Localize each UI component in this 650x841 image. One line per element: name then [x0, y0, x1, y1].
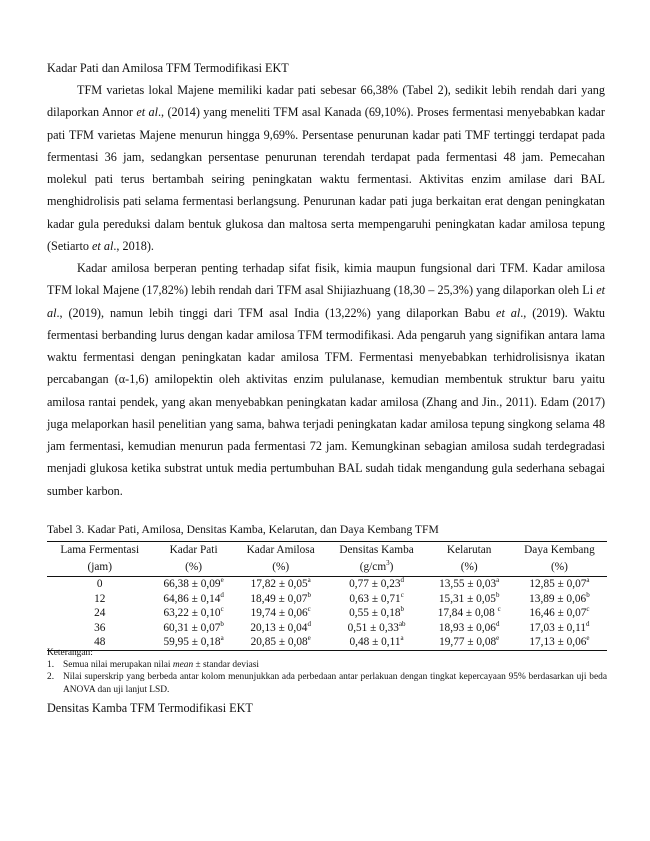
value-cell: 60,31 ± 0,07$^b$	[163, 619, 224, 634]
column-unit: (%)	[512, 559, 607, 577]
text-run: ± standar deviasi	[193, 660, 259, 671]
table-row	[47, 577, 607, 592]
column-unit: $(g/cm^3)$	[327, 559, 427, 577]
value-cell: 0,51 ± 0,33$^{ab}$	[347, 619, 406, 634]
italic-text: et al	[92, 238, 114, 253]
value-cell: 66,38 ± 0,09$^e$	[163, 576, 224, 590]
italic-text: mean	[172, 660, 194, 671]
column-unit: (%)	[235, 559, 327, 577]
value-cell: 17,82 ± 0,05$^a$	[250, 576, 311, 590]
column-unit: (%)	[152, 559, 234, 577]
value-cell: 17,84 ± 0,08 $^c$	[437, 605, 501, 619]
text-run: ., (2019), namun lebih tinggi dari TFM asal India (13,22%) yang dilaporkan Babu	[56, 305, 497, 320]
value-cell: 13,55 ± 0,03$^a$	[439, 576, 500, 590]
italic-text: et al	[136, 105, 158, 120]
fermentation-time-cell: 0	[96, 578, 103, 590]
fermentation-time-cell: 36	[94, 621, 106, 634]
value-cell: 18,93 ± 0,06$^d$	[438, 619, 500, 634]
text-run: ., (2014) yang meneliti TFM asal Kanada (69,10%). Proses fermentasi menyebabkan kadar pati TFM varietas Majene menurun hingga 9,69%. Persentase penurunan kadar pati TMF tertinggi terdapat pada fermentasi 36 jam, sedangkan persentase penurunan terendah terdapat pada fermentasi 48 jam. Pemecahan molekul pati terus bertambah seiring peningkatan waktu fermentasi. Aktivitas enzim amilase dari BAL menghidrolisis pati selama fermentasi berlangsung. Penurunan kadar pati juga berkaitan erat dengan peningkatan kadar gula pereduksi dalam bentuk glukosa dan maltosa serta mempengaruhi peningkatan kadar amilosa tepung (Setiarto	[47, 105, 605, 253]
text-run: Semua nilai merupakan nilai	[63, 660, 173, 671]
notes-title: Keterangan:	[47, 648, 93, 658]
column-unit: (%)	[427, 559, 512, 577]
paragraph-starch-content	[47, 79, 605, 257]
value-cell: 19,74 ± 0,06$^c$	[250, 605, 311, 619]
italic-text: et al	[496, 305, 521, 320]
fermentation-time-cell: 48	[47, 635, 152, 650]
value-cell: 18,49 ± 0,07$^b$	[250, 590, 311, 605]
text-run: Nilai superskrip yang berbeda antar kolom menunjukkan ada perbedaan antar perlakuan dengan tingkat kepercayaan 95% berdasarkan uji beda ANOVA dan uji lanjut LSD.	[63, 672, 607, 695]
italic-text: et al	[47, 283, 605, 320]
note-text	[63, 659, 607, 671]
value-cell: 12,85 ± 0,07$^a$	[529, 576, 590, 590]
value-cell: 17,13 ± 0,06$^e$	[512, 635, 607, 650]
table-row	[47, 621, 607, 636]
value-cell: 59,95 ± 0,18$^a$	[152, 635, 234, 650]
note-text	[63, 671, 607, 695]
note-item	[47, 659, 607, 671]
note-number: 1.	[47, 660, 55, 671]
table-notes	[47, 647, 607, 696]
column-header: Kadar Amilosa	[235, 542, 327, 560]
table-body	[47, 577, 607, 651]
note-item	[47, 671, 607, 695]
table-row	[47, 592, 607, 607]
next-section-heading: Densitas Kamba TFM Termodifikasi EKT	[47, 701, 253, 715]
text-run: TFM varietas lokal Majene memiliki kadar pati sebesar 66,38% (Tabel 2), sedikit lebih rendah dari yang dilaporkan Annor	[47, 83, 605, 120]
text-run: ., (2019). Waktu fermentasi berbanding lurus dengan kadar amilosa TFM termodifikasi. Ada pengaruh yang signifikan antara lama waktu fermentasi dengan peningkatan kadar amilosa TFM. Fermentasi menyebabkan terhidrolisisnya ikatan percabangan (α-1,6) amilopektin oleh aktivitas enzim pululanase, kemudian membentuk struktur baru yaitu amilosa rantai pendek, yang akan menyebabkan peningkatan kadar amilosa (Zhang and Jin., 2011). Edam (2017) juga melaporkan hasil penelitian yang sama, bahwa terjadi peningkatan kadar amilosa tepung singkong selama 48 jam fermentasi, kemudian menurun pada fermentasi 72 jam. Kemungkinan sebagian amilosa sudah terdegradasi menjadi glukosa ketika substrat untuk media pertumbuhan BAL sudah tidak mengandung gula sederhana sebagai sumber karbon.	[47, 305, 606, 498]
value-cell: 64,86 ± 0,14$^d$	[163, 590, 224, 605]
table-caption: Tabel 3. Kadar Pati, Amilosa, Densitas Kamba, Kelarutan, dan Daya Kembang TFM	[47, 523, 439, 536]
column-unit: (jam)	[47, 559, 152, 577]
value-cell: 0,48 ± 0,11$^a$	[327, 635, 427, 650]
results-table	[47, 541, 607, 651]
column-header: Kadar Pati	[152, 542, 234, 560]
fermentation-time-cell: 12	[94, 592, 106, 605]
column-header: Kelarutan	[427, 542, 512, 560]
value-cell: 17,03 ± 0,11$^d$	[529, 619, 590, 634]
value-cell: 19,77 ± 0,08$^e$	[427, 635, 512, 650]
section-heading: Kadar Pati dan Amilosa TFM Termodifikasi EKT	[47, 61, 289, 75]
value-cell: 16,46 ± 0,07$^c$	[529, 605, 590, 619]
text-run: ., 2018).	[113, 238, 154, 253]
text-run: Kadar amilosa berperan penting terhadap sifat fisik, kimia maupun fungsional dari TFM. Kadar amilosa TFM lokal Majene (17,82%) lebih rendah dari TFM asal Shijiazhuang (18,30 – 25,3%) yang dilaporkan oleh Li	[47, 261, 605, 298]
column-header: Densitas Kamba	[327, 542, 427, 560]
value-cell: 15,31 ± 0,05$^b$	[438, 590, 500, 605]
table-header-row	[47, 542, 607, 560]
value-cell: 0,55 ± 0,18$^b$	[349, 605, 404, 619]
value-cell: 20,85 ± 0,08$^e$	[235, 635, 327, 650]
value-cell: 20,13 ± 0,04$^d$	[250, 619, 311, 634]
value-cell: 63,22 ± 0,10$^c$	[163, 605, 224, 619]
value-cell: 0,77 ± 0,23$^d$	[349, 576, 404, 590]
column-header: Lama Fermentasi	[47, 542, 152, 560]
note-number: 2.	[47, 672, 55, 683]
value-cell: 13,89 ± 0,06$^b$	[529, 590, 590, 605]
fermentation-time-cell: 24	[94, 607, 106, 619]
column-header: Daya Kembang	[512, 542, 607, 560]
value-cell: 0,63 ± 0,71$^c$	[349, 590, 404, 605]
paragraph-amylose-content	[47, 257, 605, 502]
table-row	[47, 606, 607, 621]
table-header-unit-row	[47, 559, 607, 577]
